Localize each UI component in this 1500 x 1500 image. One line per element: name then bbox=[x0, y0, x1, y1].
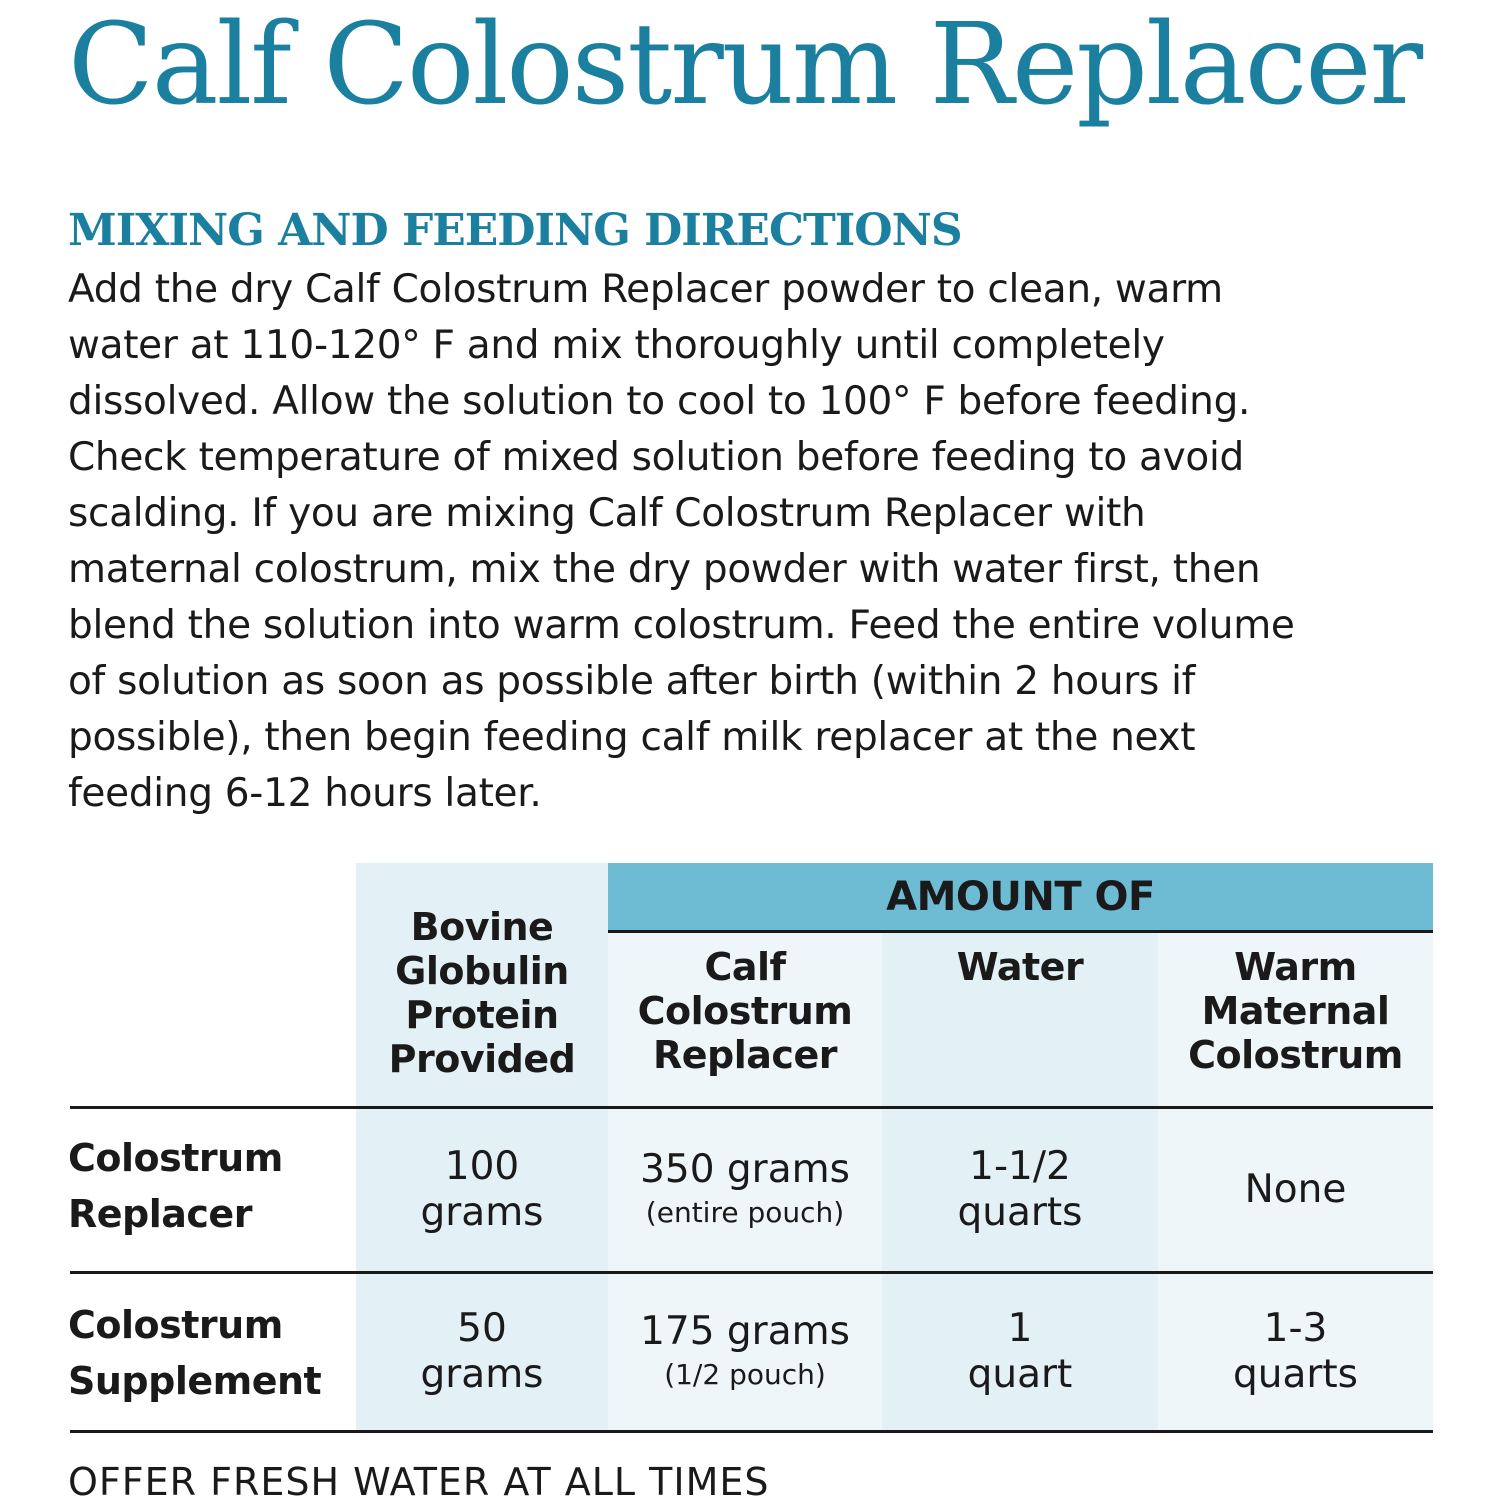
directions-line: Add the dry Calf Colostrum Replacer powder to clean, warm bbox=[68, 267, 1223, 312]
row2-wmc-value: 1-3 quarts bbox=[1232, 1306, 1359, 1397]
directions-line: of solution as soon as possible after birth (within 2 hours if bbox=[68, 659, 1196, 704]
group-header-rule bbox=[608, 930, 1433, 933]
row1-water-value: 1-1/2 quarts bbox=[957, 1144, 1083, 1235]
row1-wmc-value: None bbox=[1244, 1167, 1347, 1212]
footer-note: OFFER FRESH WATER AT ALL TIMES bbox=[68, 1460, 770, 1500]
section-heading: MIXING AND FEEDING DIRECTIONS bbox=[68, 205, 962, 256]
header-water: Water bbox=[956, 945, 1084, 989]
group-header-amount-of bbox=[608, 863, 1433, 931]
header-bovine-globulin-protein: Bovine Globulin Protein Provided bbox=[388, 904, 576, 1081]
row1-ccr-value: 350 grams (entire pouch) bbox=[640, 1147, 850, 1229]
row-label-colostrum-replacer: Colostrum Replacer bbox=[68, 1136, 283, 1236]
directions-line: maternal colostrum, mix the dry powder with water first, then bbox=[68, 547, 1261, 592]
directions-line: water at 110-120° F and mix thoroughly until completely bbox=[68, 323, 1165, 368]
directions-line: possible), then begin feeding calf milk replacer at the next bbox=[68, 715, 1196, 760]
row2-bgp-value: 50 grams bbox=[420, 1306, 544, 1397]
header-calf-colostrum-replacer: Calf Colostrum Replacer bbox=[637, 945, 853, 1077]
directions-line: feeding 6-12 hours later. bbox=[68, 771, 542, 816]
directions-line: Check temperature of mixed solution before feeding to avoid bbox=[68, 435, 1244, 480]
row-label-colostrum-supplement: Colostrum Supplement bbox=[68, 1303, 322, 1403]
directions-line: blend the solution into warm colostrum. Feed the entire volume bbox=[68, 603, 1295, 648]
header-warm-maternal-colostrum: Warm Maternal Colostrum bbox=[1188, 945, 1403, 1077]
page-title: Calf Colostrum Replacer bbox=[68, 0, 1422, 130]
row2-ccr-value: 175 grams (1/2 pouch) bbox=[640, 1309, 850, 1391]
group-header-label: AMOUNT OF bbox=[886, 874, 1155, 920]
table-bottom-rule bbox=[70, 1430, 1433, 1433]
directions-line: scalding. If you are mixing Calf Colostrum Replacer with bbox=[68, 491, 1146, 536]
directions-line: dissolved. Allow the solution to cool to 100° F before feeding. bbox=[68, 379, 1251, 424]
row1-bgp-value: 100 grams bbox=[420, 1144, 544, 1235]
row2-water-value: 1 quart bbox=[967, 1306, 1073, 1397]
